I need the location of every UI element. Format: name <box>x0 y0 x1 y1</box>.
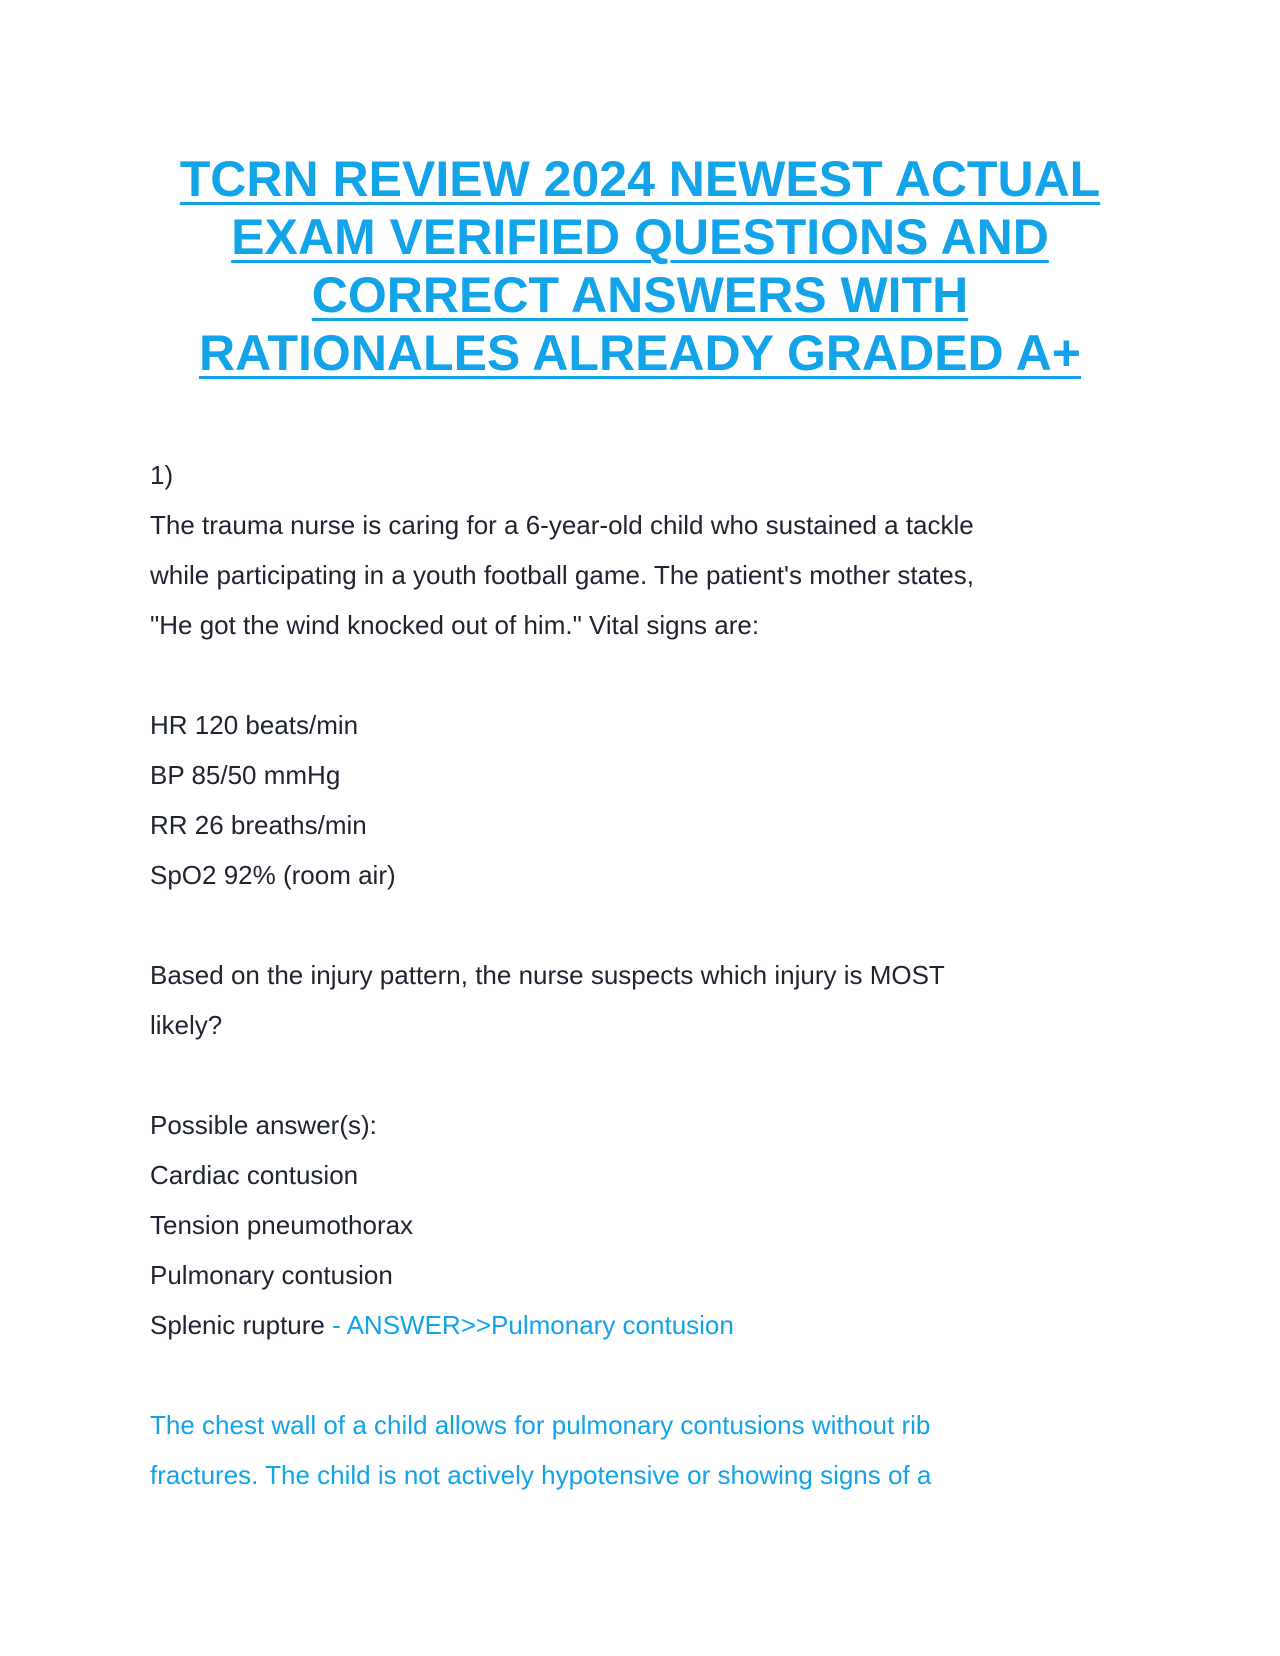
answer-option: Cardiac contusion <box>150 1160 359 1190</box>
answer-option: Tension pneumothorax <box>150 1210 414 1240</box>
vital-sign: SpO2 92% (room air) <box>150 860 396 890</box>
title-line: EXAM VERIFIED QUESTIONS AND <box>231 209 1049 265</box>
title-line: TCRN REVIEW 2024 NEWEST ACTUAL <box>179 151 1101 207</box>
question-stem-line: The trauma nurse is caring for a 6-year-old child who sustained a tackle <box>150 510 974 540</box>
rationale-line: fractures. The child is not actively hypotensive or showing signs of a <box>150 1460 932 1490</box>
vital-sign: HR 120 beats/min <box>150 710 359 740</box>
question-stem-line: while participating in a youth football game. The patient's mother states, <box>150 560 974 590</box>
spacer <box>150 1050 1150 1100</box>
question-number: 1) <box>150 460 174 490</box>
spacer <box>150 650 1150 700</box>
question-block <box>150 450 1150 1500</box>
options-label: Possible answer(s): <box>150 1110 377 1140</box>
correct-answer: - ANSWER>>Pulmonary contusion <box>332 1310 734 1340</box>
title-line: CORRECT ANSWERS WITH <box>311 267 969 323</box>
spacer <box>150 1350 1150 1400</box>
answer-option-with-answer <box>150 1300 1150 1350</box>
title-line: RATIONALES ALREADY GRADED A+ <box>198 325 1081 381</box>
answer-option: Pulmonary contusion <box>150 1260 393 1290</box>
question-prompt-line: Based on the injury pattern, the nurse suspects which injury is MOST <box>150 960 945 990</box>
vital-sign: RR 26 breaths/min <box>150 810 367 840</box>
answer-option: Splenic rupture <box>150 1310 325 1340</box>
vital-sign: BP 85/50 mmHg <box>150 760 341 790</box>
spacer <box>150 900 1150 950</box>
rationale-line: The chest wall of a child allows for pulmonary contusions without rib <box>150 1410 931 1440</box>
question-stem-line: "He got the wind knocked out of him." Vital signs are: <box>150 610 760 640</box>
question-prompt-line: likely? <box>150 1010 223 1040</box>
document-title <box>150 150 1130 382</box>
